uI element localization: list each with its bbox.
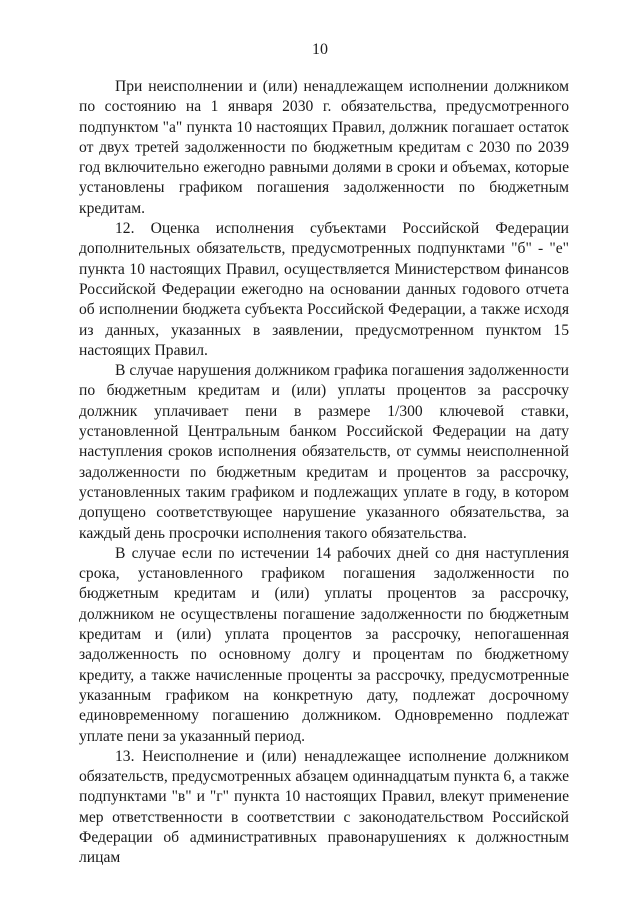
paragraph-penalty: В случае нарушения должником графика погашения задолженности по бюджетным кредитам и (или) уплаты процентов за рассрочку должник уплачивает пени в размере 1/300 ключевой ставки, установленной Центральным банком Российской Федерации на дату наступления сроков исполнения обязательств, от суммы неисполненной задолженности по бюджетным кредитам и процентов за рассрочку, установленных таким графиком и подлежащих уплате в году, в котором допущено соответствующее нарушение указанного обязательства, за каждый день просрочки исполнения такого обязательства. (79, 362, 569, 542)
paragraph-item-12-assessment: 12. Оценка исполнения субъектами Российской Федерации дополнительных обязательств, предусмотренных подпунктами "б" - "е" пункта 10 настоящих Правил, осуществляется Министерством финансов Российской Федерации ежегодно на основании данных годового отчета об исполнении бюджета субъекта Российской Федерации, а также исходя из данных, указанных в заявлении, предусмотренном пунктом 15 настоящих Правил. (79, 220, 569, 359)
document-body (79, 77, 569, 869)
paragraph-early-repayment: В случае если по истечении 14 рабочих дней со дня наступления срока, установленного графиком погашения задолженности по бюджетным кредитам и (или) уплаты процентов за рассрочку, должником не осуществлены погашение задолженности по бюджетным кредитам и (или) уплата процентов за рассрочку, непогашенная задолженность по основному долгу и процентам по бюджетному кредиту, а также начисленные проценты за рассрочку, предусмотренные указанным графиком на конкретную дату, подлежат досрочному единовременному погашению должником. Одновременно подлежат уплате пени за указанный период. (79, 544, 569, 745)
paragraph-item-13-liability: 13. Неисполнение и (или) ненадлежащее исполнение должником обязательств, предусмотренных абзацем одиннадцатым пункта 6, а также подпунктами "в" и "г" пункта 10 настоящих Правил, влекут применение мер ответственности в соответствии с законодательством Российской Федерации об административных правонарушениях к должностным лицам (79, 747, 569, 867)
paragraph-overdue-repayment: При неисполнении и (или) ненадлежащем исполнении должником по состоянию на 1 января 2030 г. обязательства, предусмотренного подпунктом "а" пункта 10 настоящих Правил, должник погашает остаток от двух третей задолженности по бюджетным кредитам с 2030 по 2039 год включительно ежегодно равными долями в сроки и объемах, которые установлены графиком погашения задолженности по бюджетным кредитам. (79, 78, 569, 217)
page-number: 10 (312, 41, 328, 58)
